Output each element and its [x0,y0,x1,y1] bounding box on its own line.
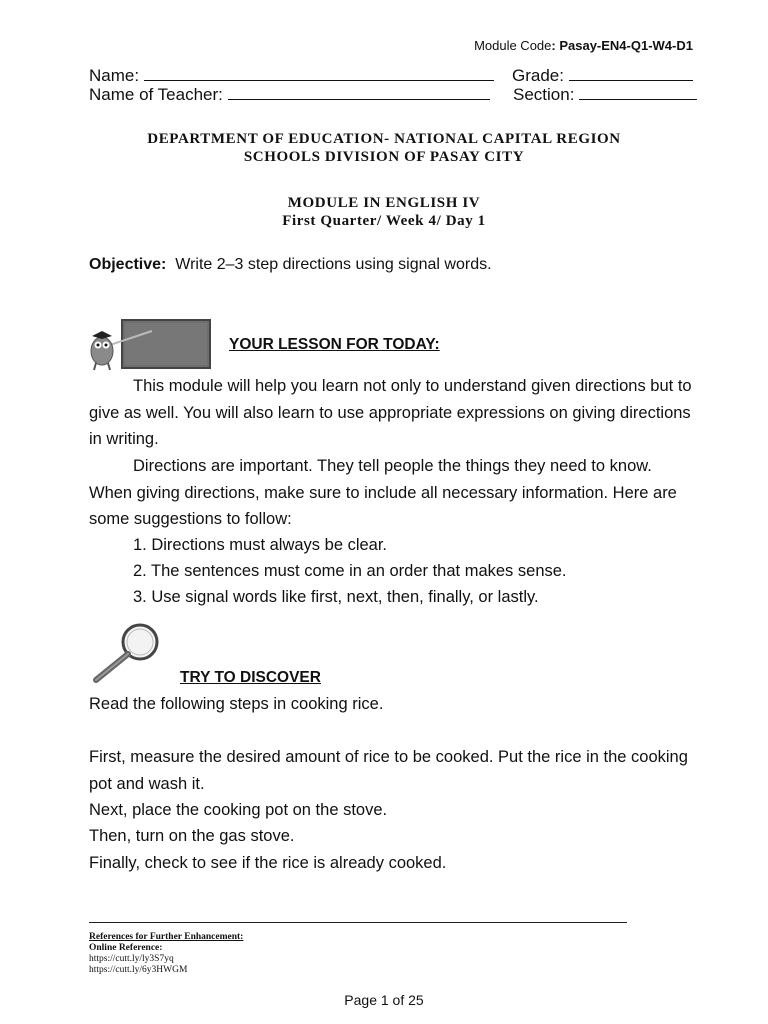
module-code [474,38,693,53]
module-title: MODULE IN ENGLISH IV [287,195,481,211]
teacher-field[interactable] [89,85,490,105]
name-blank[interactable] [144,66,494,81]
step-item: Next, place the cooking pot on the stove. [89,801,388,819]
grade-label: Grade: [512,66,569,85]
module-code-label: Module Code [474,38,552,53]
module-code-value: : Pasay-EN4-Q1-W4-D1 [551,38,693,53]
step-item: Finally, check to see if the rice is already cooked. [89,854,447,872]
list-item: 3. Use signal words like first, next, then, finally, or lastly. [133,588,539,606]
institution-line1: DEPARTMENT OF EDUCATION- NATIONAL CAPITAL REGION [147,131,621,147]
lesson-para-2: Directions are important. They tell people the things they need to know. When giving directions, make sure to include all necessary information. Here are some suggestions to follow: [89,457,677,528]
section-blank[interactable] [579,85,697,100]
name-label: Name: [89,66,144,85]
references-title: References for Further Enhancement: [89,932,244,942]
objective-text: Write 2–3 step directions using signal words. [175,256,492,273]
references [89,932,243,976]
reference-link[interactable]: https://cutt.ly/6y3HWGM [89,965,188,975]
step-item: First, measure the desired amount of rice to be cooked. Put the rice in the cooking pot and wash it. [89,748,688,793]
teacher-blank[interactable] [228,85,490,100]
list-item: 1. Directions must always be clear. [133,536,388,554]
objective-label: Objective: [89,256,167,273]
teacher-label: Name of Teacher: [89,85,228,104]
discover-intro: Read the following steps in cooking rice. [89,695,384,713]
lesson-title: YOUR LESSON FOR TODAY: [229,336,440,353]
institution-line2: SCHOOLS DIVISION OF PASAY CITY [243,149,525,165]
grade-field[interactable] [512,66,693,86]
step-item: Then, turn on the gas stove. [89,827,295,845]
magnifying-glass-icon [90,618,166,684]
page-number: Page 1 of 25 [344,992,424,1008]
list-item: 2. The sentences must come in an order that makes sense. [133,562,567,580]
discover-title: TRY TO DISCOVER [180,669,321,686]
lesson-para-1: This module will help you learn not only to understand given directions but to give as well. You will also learn to use appropriate expressions on giving directions in writing. [89,377,692,448]
reference-link[interactable]: https://cutt.ly/ly3S7yq [89,954,174,964]
footer-divider [89,922,627,923]
name-field[interactable] [89,66,494,86]
module-subtitle: First Quarter/ Week 4/ Day 1 [282,213,486,229]
teacher-chalkboard-icon [86,317,214,373]
references-subtitle: Online Reference: [89,943,163,953]
grade-blank[interactable] [569,66,693,81]
section-label: Section: [513,85,580,104]
section-field[interactable] [513,85,697,105]
objective [89,256,492,274]
